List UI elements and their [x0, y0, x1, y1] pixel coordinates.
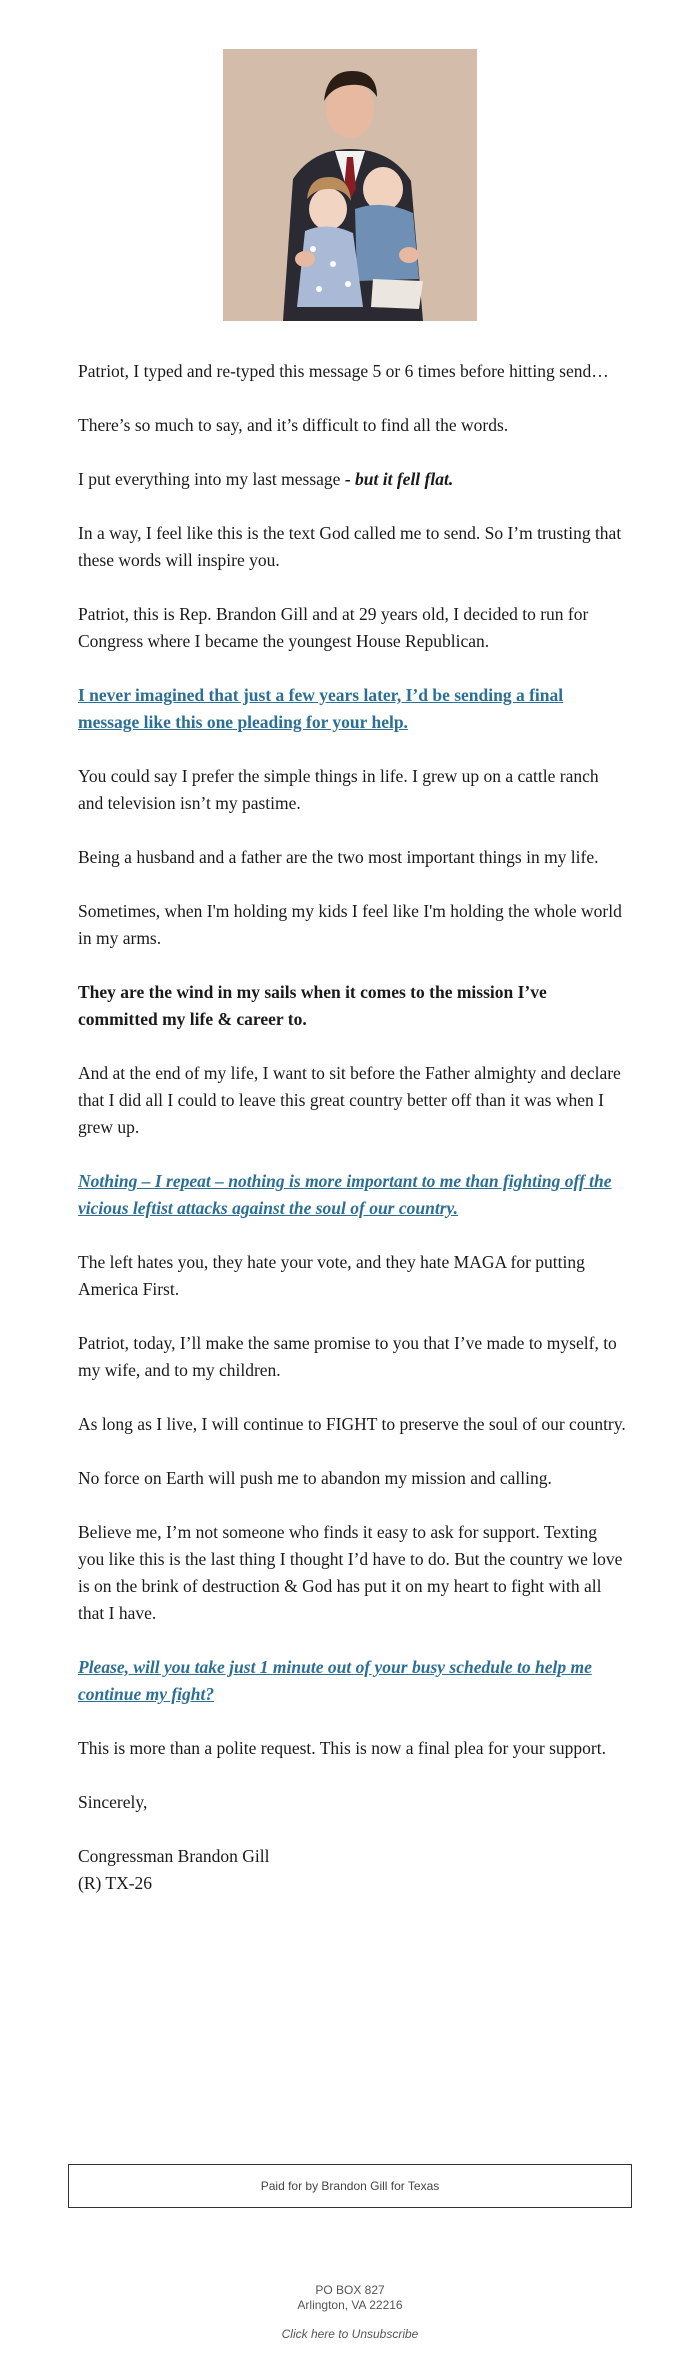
paragraph-text: I put everything into my last message	[78, 469, 345, 489]
hero-family-photo	[223, 49, 477, 321]
paragraph: As long as I live, I will continue to FIGHT to preserve the soul of our country.	[78, 1414, 626, 1434]
paragraph: The left hates you, they hate your vote, and they hate MAGA for putting America First.	[78, 1252, 585, 1299]
paragraph: Believe me, I’m not someone who finds it easy to ask for support. Texting you like this is the last thing I thought I’d have to do. But the country we love is on the brink of destruction & God has put it on my heart to fight with all that I have.	[78, 1522, 623, 1623]
emphasis-text: - but it fell flat.	[344, 469, 454, 489]
paragraph: You could say I prefer the simple things in life. I grew up on a cattle ranch and television isn’t my pastime.	[78, 766, 599, 813]
donate-link-paragraph	[78, 1654, 626, 1708]
paragraph: There’s so much to say, and it’s difficult to find all the words.	[78, 415, 509, 435]
family-photo-illustration	[223, 49, 477, 321]
paragraph: No force on Earth will push me to abandon my mission and calling.	[78, 1468, 552, 1488]
bold-paragraph: They are the wind in my sails when it comes to the mission I’ve committed my life & career to.	[78, 982, 547, 1029]
footer-address	[0, 2283, 700, 2313]
donate-link-3[interactable]: Please, will you take just 1 minute out of your busy schedule to help me continue my fight?	[78, 1657, 592, 1704]
paid-for-disclaimer	[68, 2164, 632, 2208]
paragraph: And at the end of my life, I want to sit before the Father almighty and declare that I did all I could to leave this great country better off than it was when I grew up.	[78, 1063, 621, 1137]
paid-for-text: Paid for by Brandon Gill for Texas	[260, 2179, 440, 2193]
paragraph	[78, 466, 626, 493]
paragraph: Patriot, today, I’ll make the same promise to you that I’ve made to myself, to my wife, and to my children.	[78, 1333, 617, 1380]
donate-link-paragraph	[78, 682, 626, 736]
address-line-1: PO BOX 827	[315, 2283, 385, 2297]
signature-district: (R) TX-26	[78, 1873, 153, 1893]
paragraph: Sometimes, when I'm holding my kids I feel like I'm holding the whole world in my arms.	[78, 901, 622, 948]
signature-name: Congressman Brandon Gill	[78, 1846, 270, 1866]
paragraph: This is more than a polite request. This is now a final plea for your support.	[78, 1738, 606, 1758]
paragraph: In a way, I feel like this is the text God called me to send. So I’m trusting that these words will inspire you.	[78, 523, 622, 570]
paragraph: Patriot, this is Rep. Brandon Gill and at 29 years old, I decided to run for Congress where I became the youngest House Republican.	[78, 604, 589, 651]
closing: Sincerely,	[78, 1792, 148, 1812]
letter-body	[78, 358, 626, 1897]
paragraph: Patriot, I typed and re-typed this message 5 or 6 times before hitting send…	[78, 361, 609, 381]
footer-unsubscribe	[0, 2327, 700, 2342]
unsubscribe-link[interactable]: Click here to Unsubscribe	[281, 2327, 419, 2341]
donate-link-1[interactable]: I never imagined that just a few years later, I’d be sending a final message like this one pleading for your help.	[78, 685, 564, 732]
donate-link-paragraph	[78, 1168, 626, 1222]
paragraph: Being a husband and a father are the two most important things in my life.	[78, 847, 599, 867]
address-line-2: Arlington, VA 22216	[297, 2298, 403, 2312]
donate-link-2[interactable]: Nothing – I repeat – nothing is more important to me than fighting off the vicious leftist attacks against the soul of our country.	[78, 1171, 612, 1218]
